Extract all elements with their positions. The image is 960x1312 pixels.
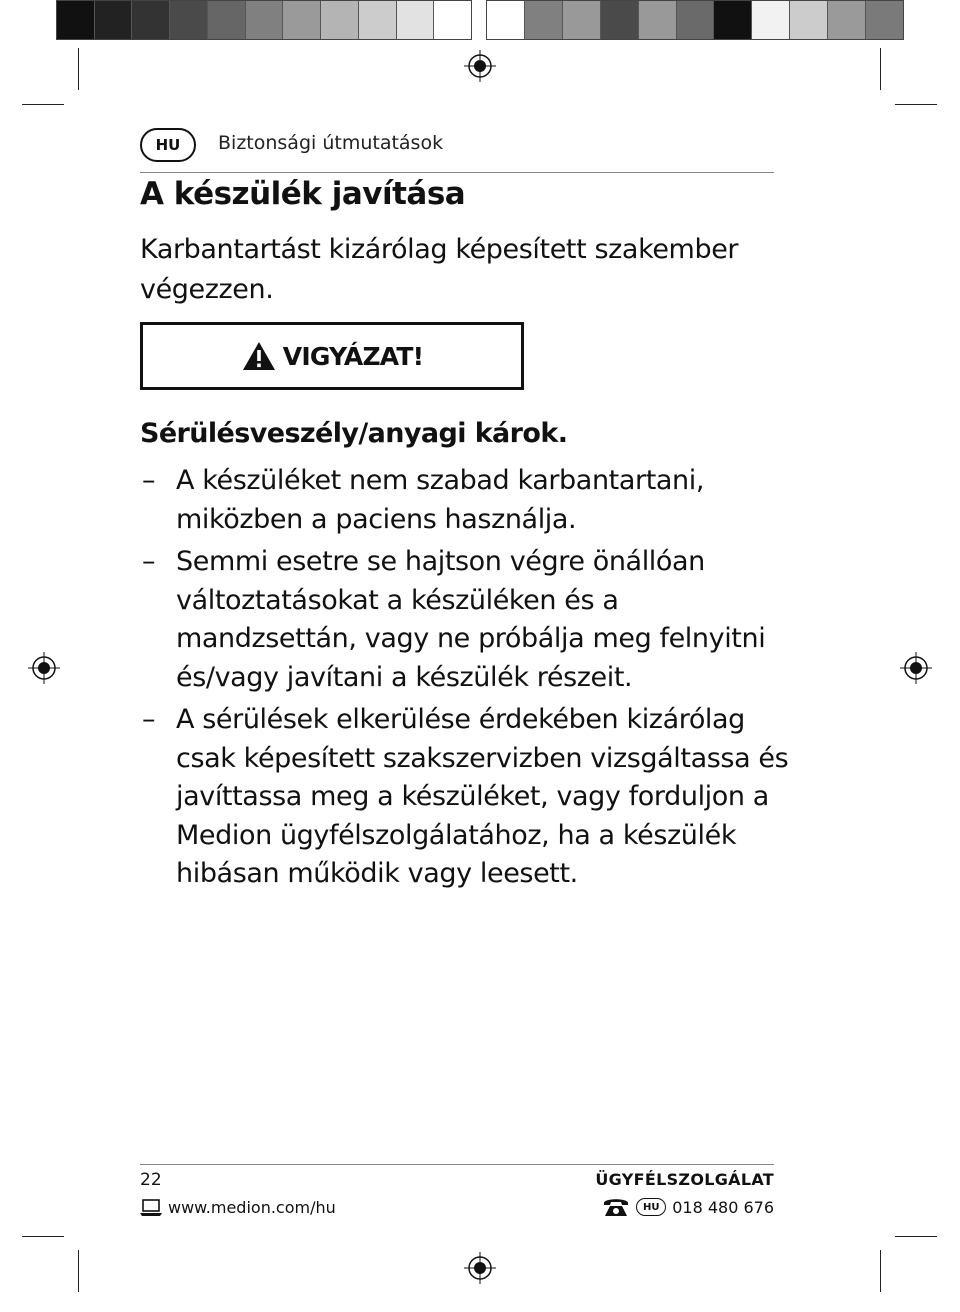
color-swatch xyxy=(487,1,525,39)
warning-box xyxy=(140,322,524,390)
footer-title: ÜGYFÉLSZOLGÁLAT xyxy=(595,1170,774,1189)
color-swatch xyxy=(828,1,866,39)
list-item-text: A sérülések elkerülése érdekében kizárólag csak képesített szakszervizben vizsgáltassa és javíttassa meg a készüléket, vagy forduljon a Medion ügyfélszolgálatához, ha a készülék hibásan működik vagy leesett. xyxy=(176,704,789,889)
color-swatch xyxy=(525,1,563,39)
color-swatch xyxy=(866,1,903,39)
color-swatch xyxy=(752,1,790,39)
crop-mark xyxy=(880,48,881,90)
color-bar-right xyxy=(486,0,904,40)
color-swatch xyxy=(714,1,752,39)
website-link[interactable]: www.medion.com/hu xyxy=(168,1198,336,1217)
intro-paragraph: Karbantartást kizárólag képesített szakember végezzen. xyxy=(140,234,739,305)
crop-mark xyxy=(22,1236,64,1237)
registration-mark-icon xyxy=(464,50,496,82)
color-swatch xyxy=(95,1,133,39)
color-swatch xyxy=(639,1,677,39)
list-dash: – xyxy=(142,546,156,577)
registration-mark-icon xyxy=(28,652,60,684)
footer-website xyxy=(140,1198,336,1217)
warning-list xyxy=(140,462,790,898)
list-item-text: Semmi esetre se hajtson végre önállóan változtatásokat a készüléken és a mandzsettán, vagy ne próbálja meg felnyitni és/vagy javítani a készülék részeit. xyxy=(176,546,766,693)
color-swatch xyxy=(601,1,639,39)
list-item-text: A készüléket nem szabad karbantartani, miközben a paciens használja. xyxy=(176,465,705,535)
color-swatch xyxy=(170,1,208,39)
telephone-icon xyxy=(602,1196,630,1218)
crop-mark xyxy=(895,1236,937,1237)
registration-mark-icon xyxy=(900,652,932,684)
warning-triangle-icon xyxy=(241,340,277,372)
list-item xyxy=(140,543,790,697)
list-item xyxy=(140,701,790,894)
crop-mark xyxy=(78,1250,79,1292)
color-swatch xyxy=(132,1,170,39)
list-dash: – xyxy=(142,465,156,496)
color-swatch xyxy=(677,1,715,39)
language-badge-small: HU xyxy=(636,1198,666,1216)
color-swatch xyxy=(397,1,435,39)
registration-mark-icon xyxy=(464,1252,496,1284)
color-bar-left xyxy=(56,0,472,40)
color-swatch xyxy=(57,1,95,39)
crop-mark xyxy=(895,104,937,105)
color-swatch xyxy=(790,1,828,39)
page-number: 22 xyxy=(140,1170,162,1190)
color-swatch xyxy=(434,1,471,39)
color-swatch xyxy=(283,1,321,39)
section-label: Biztonsági útmutatások xyxy=(218,132,444,154)
crop-mark xyxy=(880,1250,881,1292)
footer-divider xyxy=(140,1164,774,1165)
warning-subheading: Sérülésveszély/anyagi károk. xyxy=(140,418,568,449)
color-swatch xyxy=(208,1,246,39)
page-title: A készülék javítása xyxy=(140,176,466,212)
language-badge: HU xyxy=(140,128,196,162)
list-dash: – xyxy=(142,704,156,735)
color-swatch xyxy=(246,1,284,39)
crop-mark xyxy=(78,48,79,90)
color-swatch xyxy=(359,1,397,39)
laptop-icon xyxy=(140,1199,162,1217)
warning-label: VIGYÁZAT! xyxy=(282,341,424,371)
phone-number: 018 480 676 xyxy=(672,1197,774,1217)
footer-phone xyxy=(602,1196,774,1218)
header-divider xyxy=(140,172,774,173)
color-swatch xyxy=(563,1,601,39)
list-item xyxy=(140,462,790,539)
crop-mark xyxy=(22,104,64,105)
color-swatch xyxy=(321,1,359,39)
